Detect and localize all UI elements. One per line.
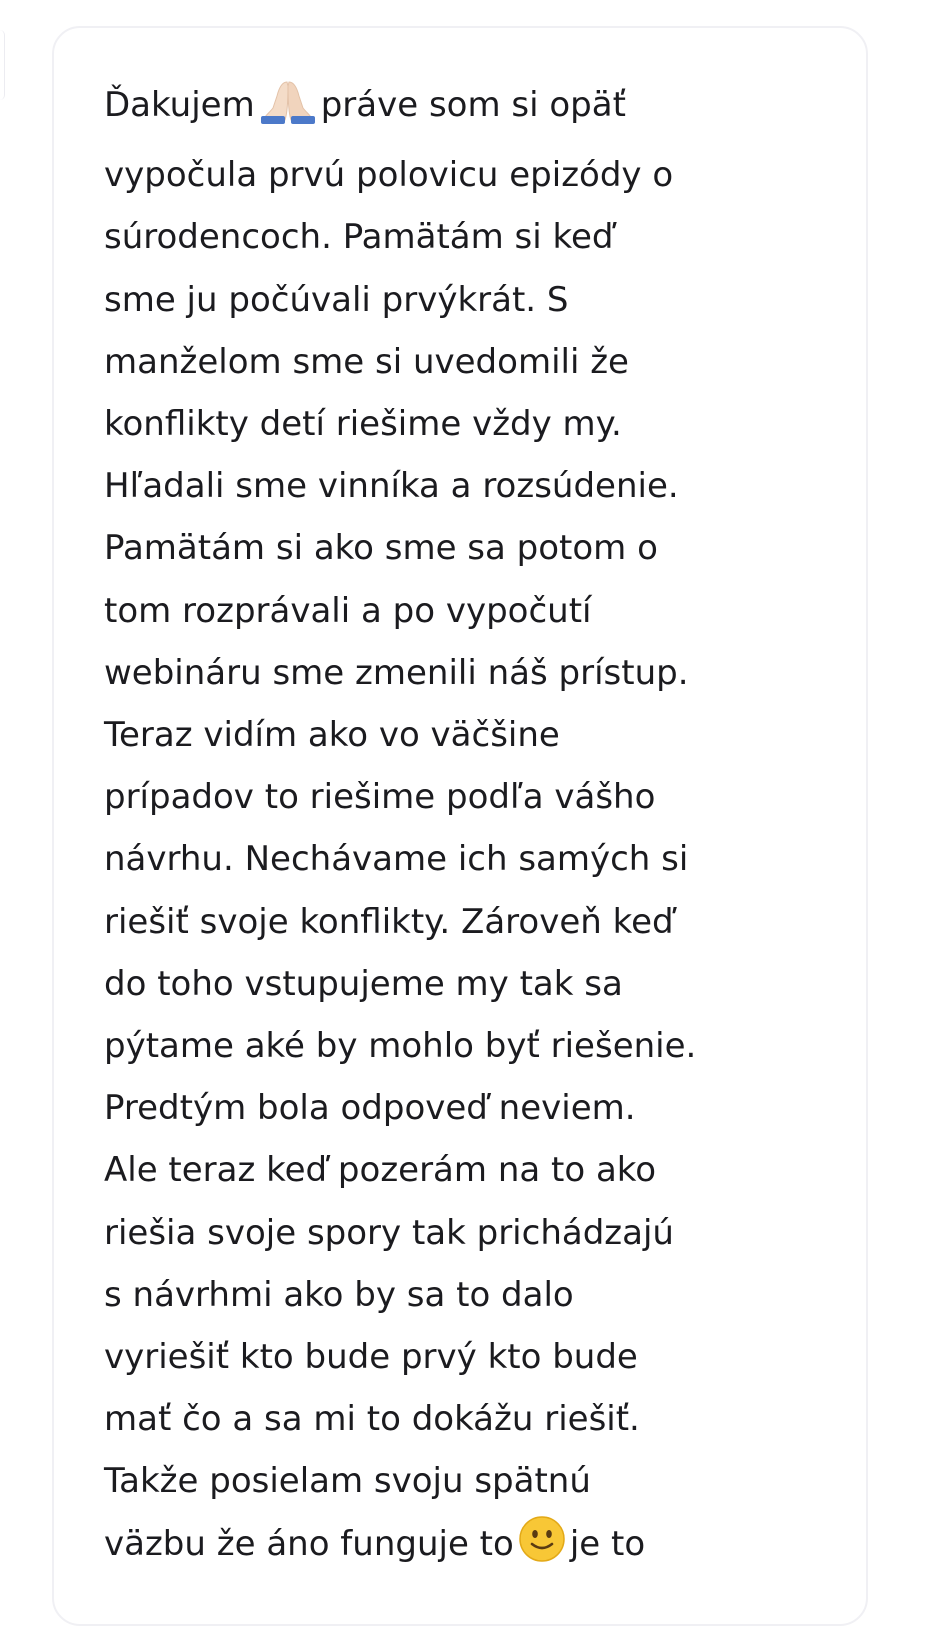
- folded-hands-icon: [259, 78, 317, 144]
- slightly-smiling-face-icon: [518, 1515, 566, 1583]
- message-line-18: Ale teraz keď pozerám na to ako: [104, 1150, 657, 1191]
- message-card: [52, 26, 868, 1626]
- message-line-21: vyriešiť kto bude prvý kto bude: [104, 1337, 638, 1378]
- message-line-11: Teraz vidím ako vo väčšine: [104, 715, 560, 756]
- message-line-7: Hľadali sme vinníka a rozsúdenie.: [104, 466, 679, 507]
- message-line-9: tom rozprávali a po vypočutí: [104, 590, 592, 631]
- message-line-24-end: je to: [569, 1523, 646, 1564]
- message-line-19: riešia svoje spory tak prichádzajú: [104, 1212, 674, 1253]
- message-line-5: manželom sme si uvedomili že: [104, 341, 629, 382]
- message-line-1-start: Ďakujem: [104, 85, 255, 125]
- message-line-12: prípadov to riešime podľa vášho: [104, 777, 656, 818]
- message-line-24: [104, 1513, 844, 1583]
- message-line-2: vypočula prvú polovicu epizódy o: [104, 155, 674, 196]
- message-line-1: [104, 74, 844, 144]
- message-line-17: Predtým bola odpoveď neviem.: [104, 1088, 636, 1129]
- message-line-4: sme ju počúvali prvýkrát. S: [104, 279, 569, 320]
- message-line-24-start: väzbu že áno funguje to: [104, 1523, 514, 1564]
- message-line-16: pýtame aké by mohlo byť riešenie.: [104, 1026, 697, 1067]
- message-line-23: Takže posielam svoju spätnú: [104, 1461, 591, 1502]
- message-text: [104, 74, 844, 1583]
- message-line-15: do toho vstupujeme my tak sa: [104, 963, 623, 1004]
- message-line-20: s návrhmi ako by sa to dalo: [104, 1274, 574, 1315]
- previous-card-edge: [0, 30, 5, 100]
- message-line-14: riešiť svoje konflikty. Zároveň keď: [104, 901, 674, 942]
- message-line-13: návrhu. Nechávame ich samých si: [104, 839, 689, 880]
- message-line-3: súrodencoch. Pamätám si keď: [104, 217, 614, 258]
- message-line-8: Pamätám si ako sme sa potom o: [104, 528, 658, 569]
- message-line-22: mať čo a sa mi to dokážu riešiť.: [104, 1399, 640, 1440]
- message-line-10: webináru sme zmenili náš prístup.: [104, 652, 689, 693]
- message-line-6: konflikty detí riešime vždy my.: [104, 404, 622, 445]
- message-line-1-end: práve som si opäť: [320, 85, 626, 125]
